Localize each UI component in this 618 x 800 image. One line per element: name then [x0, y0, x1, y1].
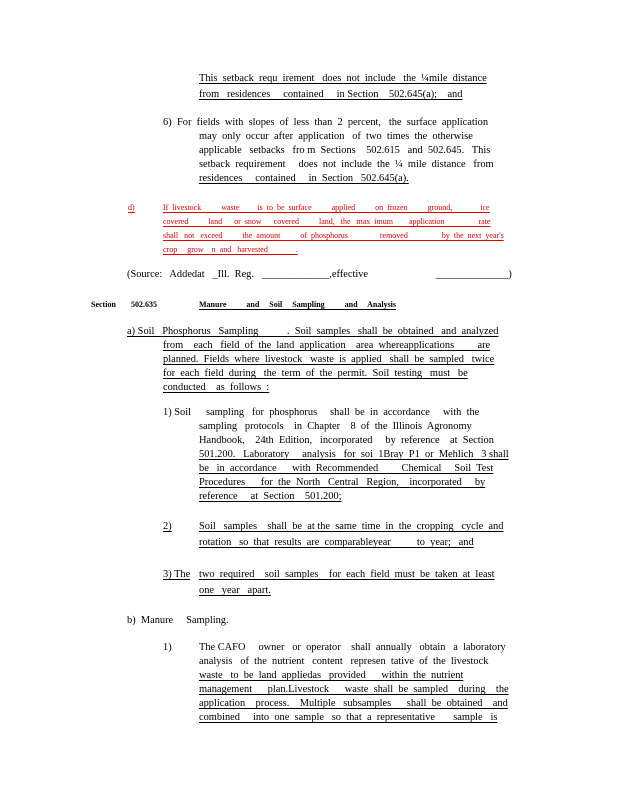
item-label: d) [128, 203, 135, 212]
text-line: Handbook, 24th Edition, incorporated by reference at Section [199, 435, 494, 446]
text-line: conducted as follows : [163, 382, 270, 393]
section-title: Manure and Soil Sampling and Analysis [199, 300, 397, 309]
red-text-line: shall not exceed the amount of phosphorus removed by the next year's [163, 231, 504, 240]
red-text-line: If livestock waste is to be surface applied on frozen ground, ice [163, 203, 490, 212]
section-label: Section [91, 300, 116, 309]
text-line: The CAFO owner or operator shall annually obtain a laboratory [199, 642, 506, 653]
text-line: for each field during the term of the permit. Soil testing must be [163, 368, 468, 379]
text-line: Soil samples shall be at the same time in the cropping cycle and [199, 521, 504, 532]
text-line: Procedures for the North Central Region, incorporated by [199, 477, 486, 488]
text-line: management plan.Livestock waste shall be sampled during the [199, 684, 509, 695]
source-note: (Source: Addedat _Ill. Reg. _____________,effective ______________) [127, 269, 512, 280]
text-line: may only occur after application of two times the otherwise [199, 131, 473, 142]
item-number: 2) [163, 521, 172, 532]
text-line: combined into one sample so that a representative sample is [199, 712, 498, 723]
text-line: 501.200. Laboratory analysis for soi 1Bray P1 or Mehlich 3 shall [199, 449, 509, 460]
text-line: waste to be land appliedas provided within the nutrient [199, 670, 464, 681]
item-number: 1) Soil [163, 407, 192, 418]
item-heading: b) Manure Sampling. [127, 615, 229, 626]
text-line: application process. Multiple subsamples shall be obtained and [199, 698, 508, 709]
text-line: a) Soil Phosphorus Sampling . Soil samples shall be obtained and analyzed [127, 326, 499, 337]
text-line: applicable setbacks fro m Sections 502.615 and 502.645. This [199, 145, 491, 156]
text-line: sampling for phosphorus shall be in accordance with the [206, 407, 480, 418]
text-line: setback requirement does not include the ¼ mile distance from [199, 159, 494, 170]
text-line: two required soil samples for each field must be taken at least [199, 569, 495, 580]
text-line: one year apart. [199, 585, 271, 596]
section-number: 502.635 [131, 300, 157, 309]
text-line: This setback requ irement does not include the ¼mile distance [199, 73, 487, 84]
text-line: analysis of the nutrient content represen tative of the livestock [199, 656, 489, 667]
text-line: rotation so that results are comparableyear to year; and [199, 537, 474, 548]
red-text-line: covered land or snow covered land, the max imum application rate [163, 217, 491, 226]
red-text-line: crop grow n and harvested . [163, 245, 298, 254]
item-number: 3) The [163, 569, 191, 580]
text-line: residences contained in Section 502.645(a). [199, 173, 409, 184]
text-line: planned. Fields where livestock waste is applied shall be sampled twice [163, 354, 495, 365]
item-number: 1) [163, 642, 172, 653]
text-line: be in accordance with Recommended Chemical Soil Test [199, 463, 494, 474]
item-number: 6) [163, 117, 172, 128]
text-line: from each field of the land application area whereapplications are [163, 340, 491, 351]
text-line: reference at Section 501.200; [199, 491, 342, 502]
text-line: from residences contained in Section 502.645(a); and [199, 89, 463, 100]
text-line: sampling protocols in Chapter 8 of the Illinois Agronomy [199, 421, 472, 432]
text-line: For fields with slopes of less than 2 percent, the surface application [177, 117, 489, 128]
